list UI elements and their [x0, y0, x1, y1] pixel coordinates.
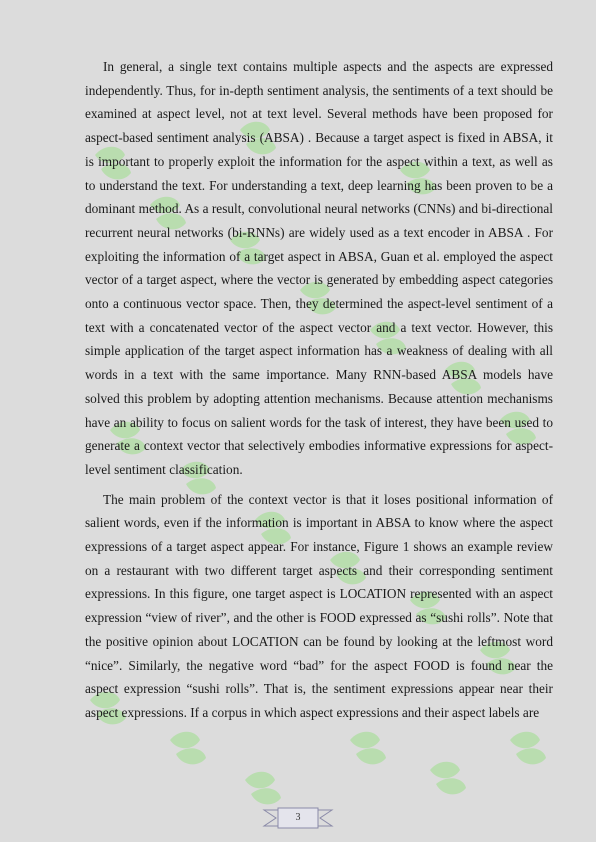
page-footer	[0, 806, 596, 830]
body-text	[85, 55, 553, 725]
paragraph: The main problem of the context vector is that it loses positional information of salient words, even if the information is important in ABSA to know where the aspect expressions of a target aspect appear. For instance, Figure 1 shows an example review on a restaurant with two different target aspects and their corresponding sentiment expressions. In this figure, one target aspect is LOCATION represented with an aspect expression “view of river”, and the other is FOOD expressed as “sushi rolls”. Note that the positive opinion about LOCATION can be found by looking at the leftmost word “nice”. Similarly, the negative word “bad” for the aspect FOOD is found near the aspect expression “sushi rolls”. That is, the sentiment expressions appear near their aspect expressions. If a corpus in which aspect expressions and their aspect labels are	[85, 491, 553, 720]
paragraph: In general, a single text contains multiple aspects and the aspects are expressed independently. Thus, for in-depth sentiment analysis, the sentiments of a text should be examined at aspect level, not at text level. Several methods have been proposed for aspect-based sentiment analysis (ABSA) . Because a target aspect is fixed in ABSA, it is important to properly exploit the information for the aspect within a text, as well as to understand the text. For understanding a text, deep learning has been proven to be a dominant method. As a result, convolutional neural networks (CNNs) and bi-directional recurrent neural networks (bi-RNNs) are widely used as a text encoder in ABSA . For exploiting the information of a target aspect in ABSA, Guan et al. employed the aspect vector of a target aspect, where the vector is generated by embedding aspect categories onto a continuous vector space. Then, they determined the aspect-level sentiment of a text with a concatenated vector of the aspect vector and a text vector. However, this simple application of the target aspect information has a weakness of dealing with all words in a text with the same importance. Many RNN-based ABSA models have solved this problem by adopting attention mechanisms. Because attention mechanisms have an ability to focus on salient words for the task of interest, they have been used to generate a context vector that selectively embodies informative expressions for aspect-level sentiment classification.	[85, 59, 553, 477]
page-number: 3	[295, 812, 301, 823]
